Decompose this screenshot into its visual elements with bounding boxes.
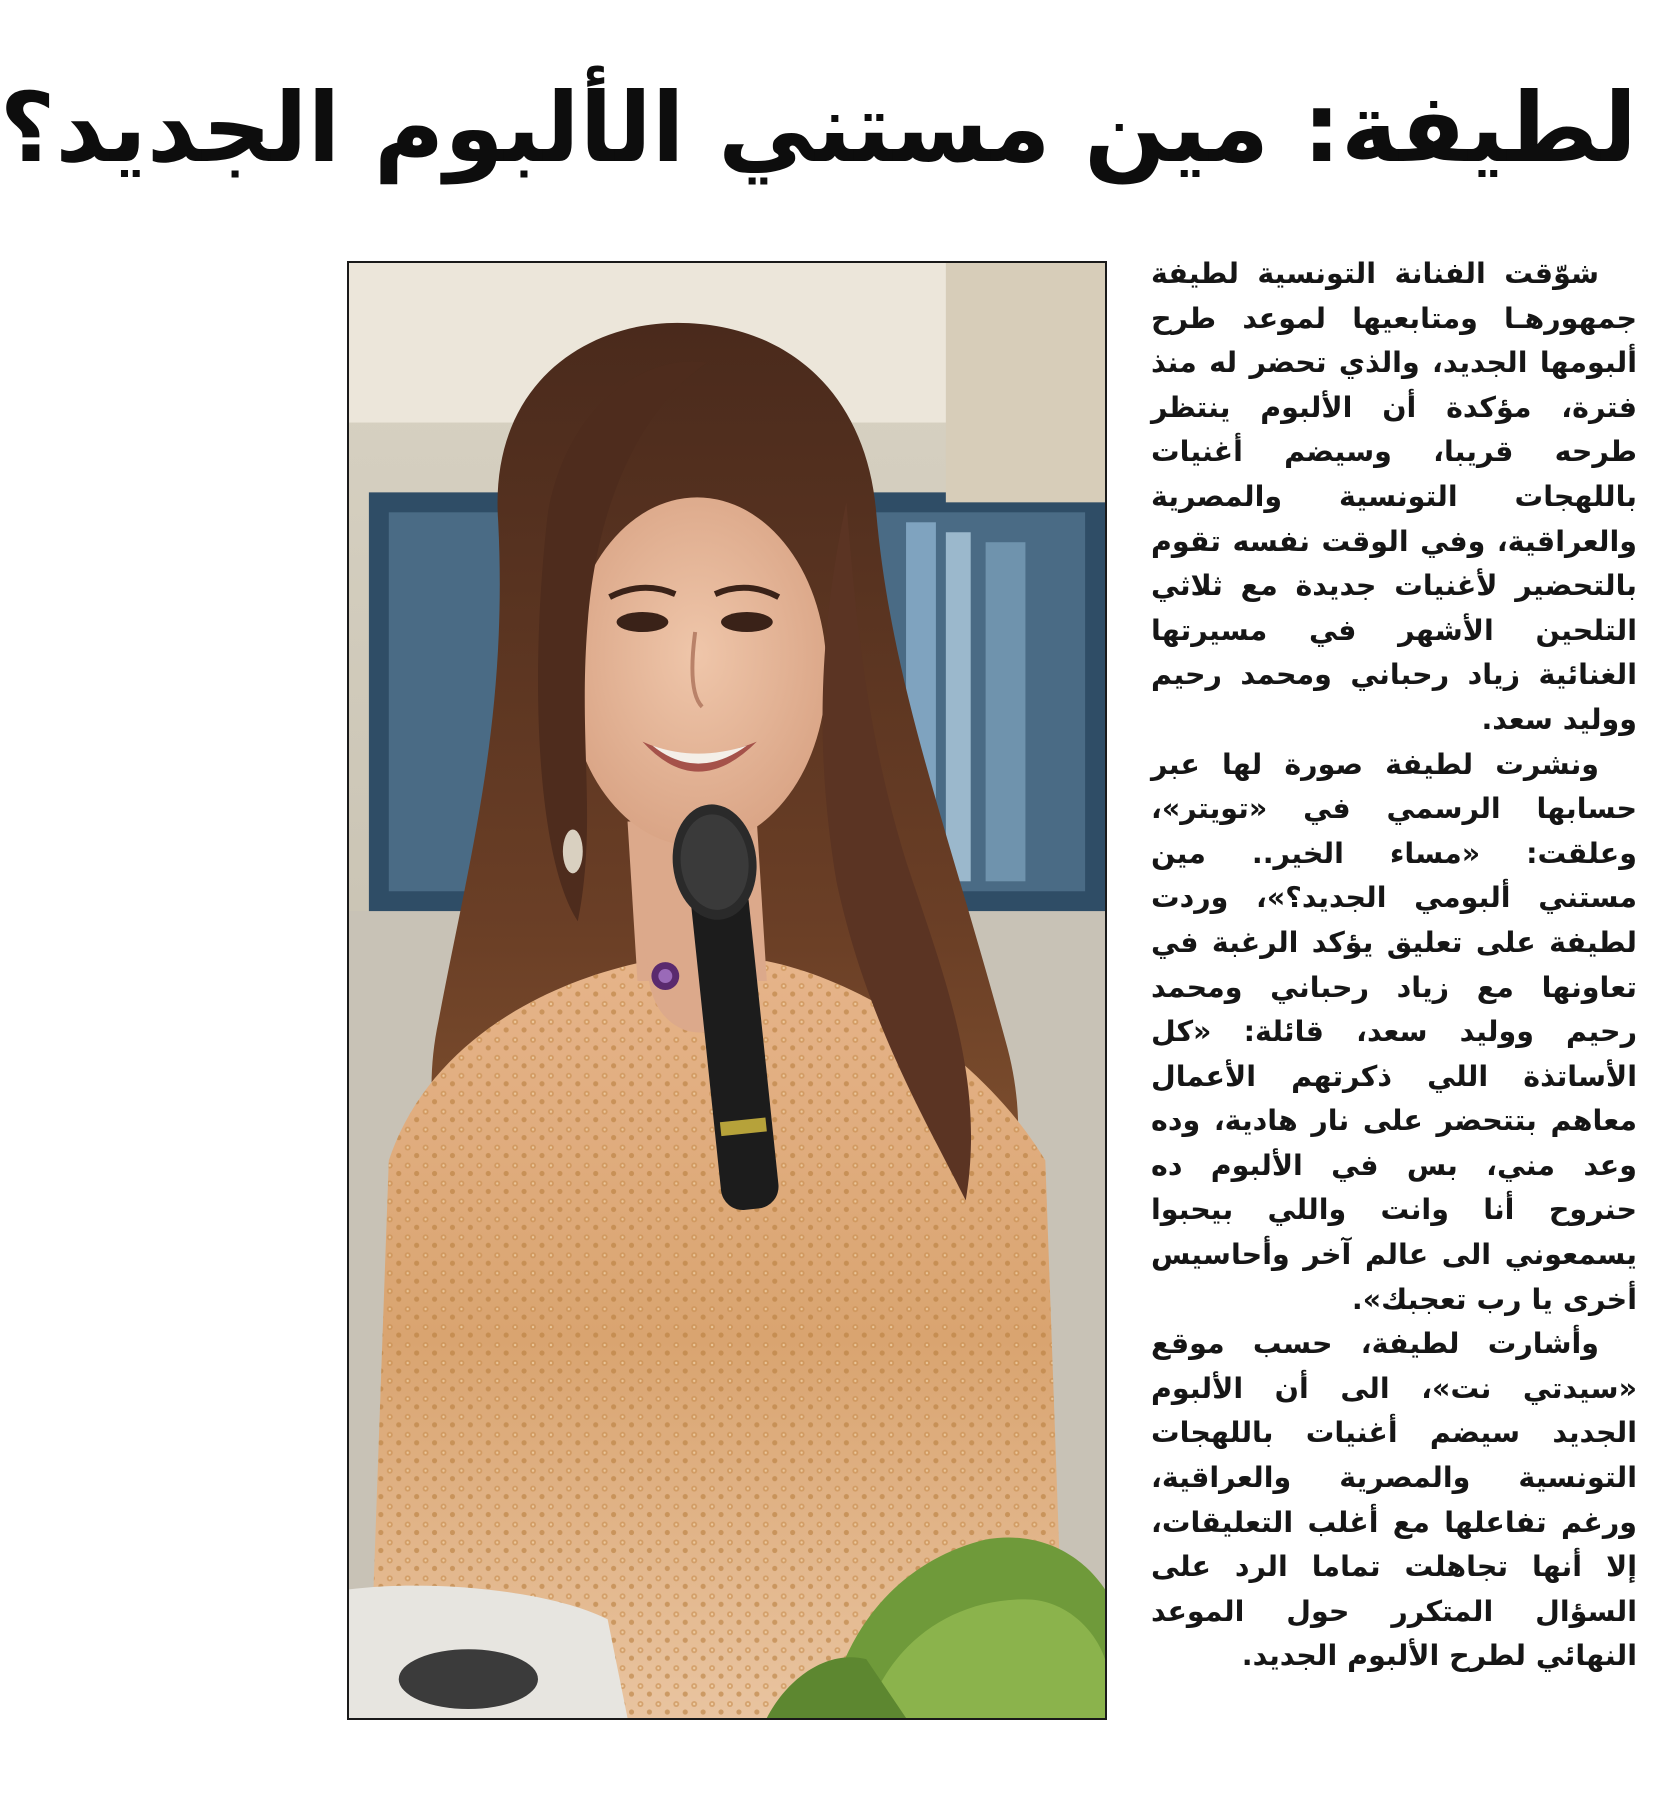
- article-paragraph: ونشرت لطيفة صورة لها عبر حسابها الرسمي في «تويتر»، وعلقت: «مساء الخير.. مين مستني ألبومي الجديد؟»، وردت لطيفة على تعليق يؤكد الرغبة في تعاونها مع زياد رحباني ومحمد رحيم ووليد سعد، قائلة: «كل الأساتذة اللي ذكرتهم الأعمال معاهم بتتحضر على نار هادية، وده وعد مني، بس في الألبوم ده حنروح أنا وانت واللي بيحبوا يسمعوني الى عالم آخر وأحاسيس أخرى يا رب تعجبك».: [1151, 747, 1637, 1316]
- headline: لطيفة: مين مستني الألبوم الجديد؟: [0, 72, 1637, 184]
- article-paragraph: وأشارت لطيفة، حسب موقع «سيدتي نت»، الى أن الألبوم الجديد سيضم أغنيات باللهجات التونسية والمصرية والعراقية، ورغم تفاعلها مع أغلب التعليقات، إلا أنها تجاهلت تماما الرد على السؤال المتكرر حول الموعد النهائي لطرح الألبوم الجديد.: [1151, 1327, 1637, 1673]
- article-paragraph: شوّقت الفنانة التونسية لطيفة جمهورهـا ومتابعيها لموعد طرح ألبومها الجديد، والذي تحضر له منذ فترة، مؤكدة أن الألبوم ينتظر طرحه قريبا، وسيضم أغنيات باللهجات التونسية والمصرية والعراقية، وفي الوقت نفسه تقوم بالتحضير لأغنيات جديدة مع ثلاثي التلحين الأشهر في مسيرتها الغنائية زياد رحباني ومحمد رحيم ووليد سعد.: [1151, 257, 1637, 736]
- singer-photo: [347, 261, 1107, 1720]
- article-body: [1151, 252, 1637, 1732]
- singer-photo-icon: [349, 263, 1105, 1718]
